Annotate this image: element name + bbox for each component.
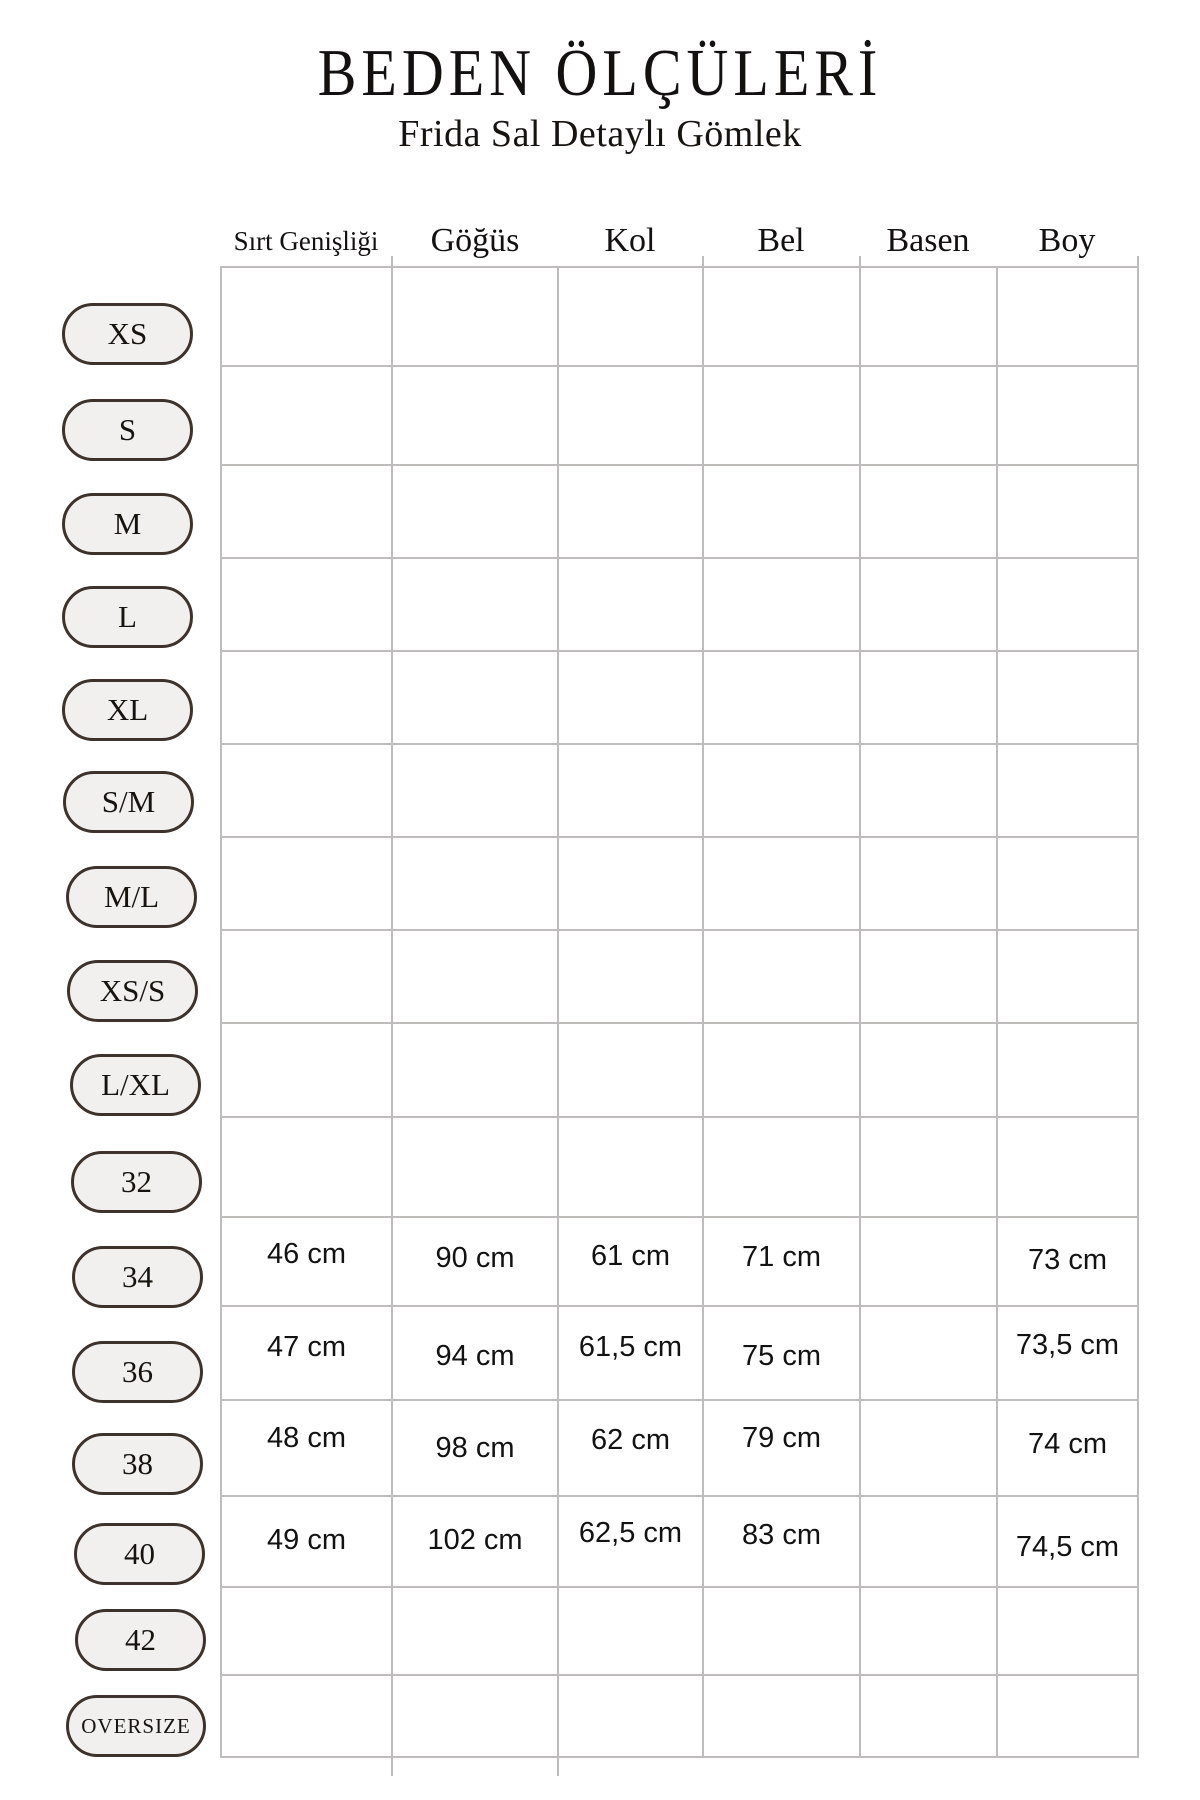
page-title: BEDEN ÖLÇÜLERİ	[317, 35, 883, 110]
measurement-cell: 46 cm	[267, 1237, 346, 1270]
column-header-sirt-genisligi: Sırt Genişliği	[233, 226, 379, 256]
size-pill-l-xl[interactable]: L/XL	[70, 1054, 201, 1116]
grid-line-horizontal	[221, 1586, 1138, 1588]
grid-line-horizontal	[221, 1756, 1138, 1758]
measurement-cell: 49 cm	[267, 1523, 346, 1556]
grid-line-horizontal	[221, 836, 1138, 838]
measurement-cell: 73,5 cm	[1015, 1329, 1120, 1361]
measurement-cell: 47 cm	[267, 1331, 346, 1363]
measurement-cell: 74 cm	[1028, 1428, 1107, 1460]
measurement-cell: 83 cm	[742, 1518, 821, 1551]
grid-line-horizontal	[221, 1022, 1138, 1024]
grid-line-horizontal	[221, 743, 1138, 745]
measurement-cell: 102 cm	[427, 1523, 523, 1556]
grid-line-horizontal	[221, 1216, 1138, 1218]
size-pill-oversize[interactable]: OVERSIZE	[66, 1695, 206, 1757]
product-name: Frida Sal Detaylı Gömlek	[398, 113, 802, 155]
measurement-cell: 90 cm	[435, 1241, 515, 1274]
grid-line-horizontal	[221, 365, 1138, 367]
column-header-bel: Bel	[757, 222, 805, 259]
measurement-cell: 74,5 cm	[1015, 1530, 1120, 1563]
measurement-cell: 62,5 cm	[578, 1516, 683, 1549]
measurement-cell: 94 cm	[435, 1340, 515, 1372]
size-pill-xs-s[interactable]: XS/S	[67, 960, 198, 1022]
size-pill-36[interactable]: 36	[72, 1341, 203, 1403]
grid-line-horizontal	[221, 557, 1138, 559]
measurement-cell: 98 cm	[435, 1432, 515, 1464]
measurement-cell: 62 cm	[591, 1424, 670, 1456]
size-pill-l[interactable]: L	[62, 586, 193, 648]
size-pill-34[interactable]: 34	[72, 1246, 203, 1308]
size-pill-38[interactable]: 38	[72, 1433, 203, 1495]
size-pill-s[interactable]: S	[62, 399, 193, 461]
grid-line-horizontal	[221, 1495, 1138, 1497]
measurement-cell: 48 cm	[267, 1422, 346, 1454]
grid-line-horizontal	[221, 464, 1138, 466]
column-header-basen: Basen	[886, 222, 970, 259]
size-pill-40[interactable]: 40	[74, 1523, 205, 1585]
size-pill-m-l[interactable]: M/L	[66, 866, 197, 928]
grid-line-horizontal	[221, 266, 1138, 268]
column-header-boy: Boy	[1038, 222, 1096, 259]
size-pill-xl[interactable]: XL	[62, 679, 193, 741]
grid-line-horizontal	[221, 1674, 1138, 1676]
measurement-cell: 73 cm	[1028, 1243, 1107, 1276]
grid-line-horizontal	[221, 1116, 1138, 1118]
size-pill-m[interactable]: M	[62, 493, 193, 555]
size-pill-42[interactable]: 42	[75, 1609, 206, 1671]
grid-line-horizontal	[221, 929, 1138, 931]
column-header-gogus: Göğüs	[430, 222, 520, 259]
measurement-cell: 75 cm	[742, 1340, 821, 1372]
measurement-cell: 61 cm	[591, 1239, 670, 1272]
measurement-cell: 71 cm	[742, 1240, 821, 1273]
measurement-cell: 79 cm	[742, 1422, 821, 1454]
measurement-cell: 61,5 cm	[578, 1331, 683, 1363]
size-pill-s-m[interactable]: S/M	[63, 771, 194, 833]
size-pill-32[interactable]: 32	[71, 1151, 202, 1213]
column-header-kol: Kol	[604, 222, 656, 259]
size-pill-xs[interactable]: XS	[62, 303, 193, 365]
grid-line-horizontal	[221, 1399, 1138, 1401]
grid-line-horizontal	[221, 1305, 1138, 1307]
grid-line-horizontal	[221, 650, 1138, 652]
